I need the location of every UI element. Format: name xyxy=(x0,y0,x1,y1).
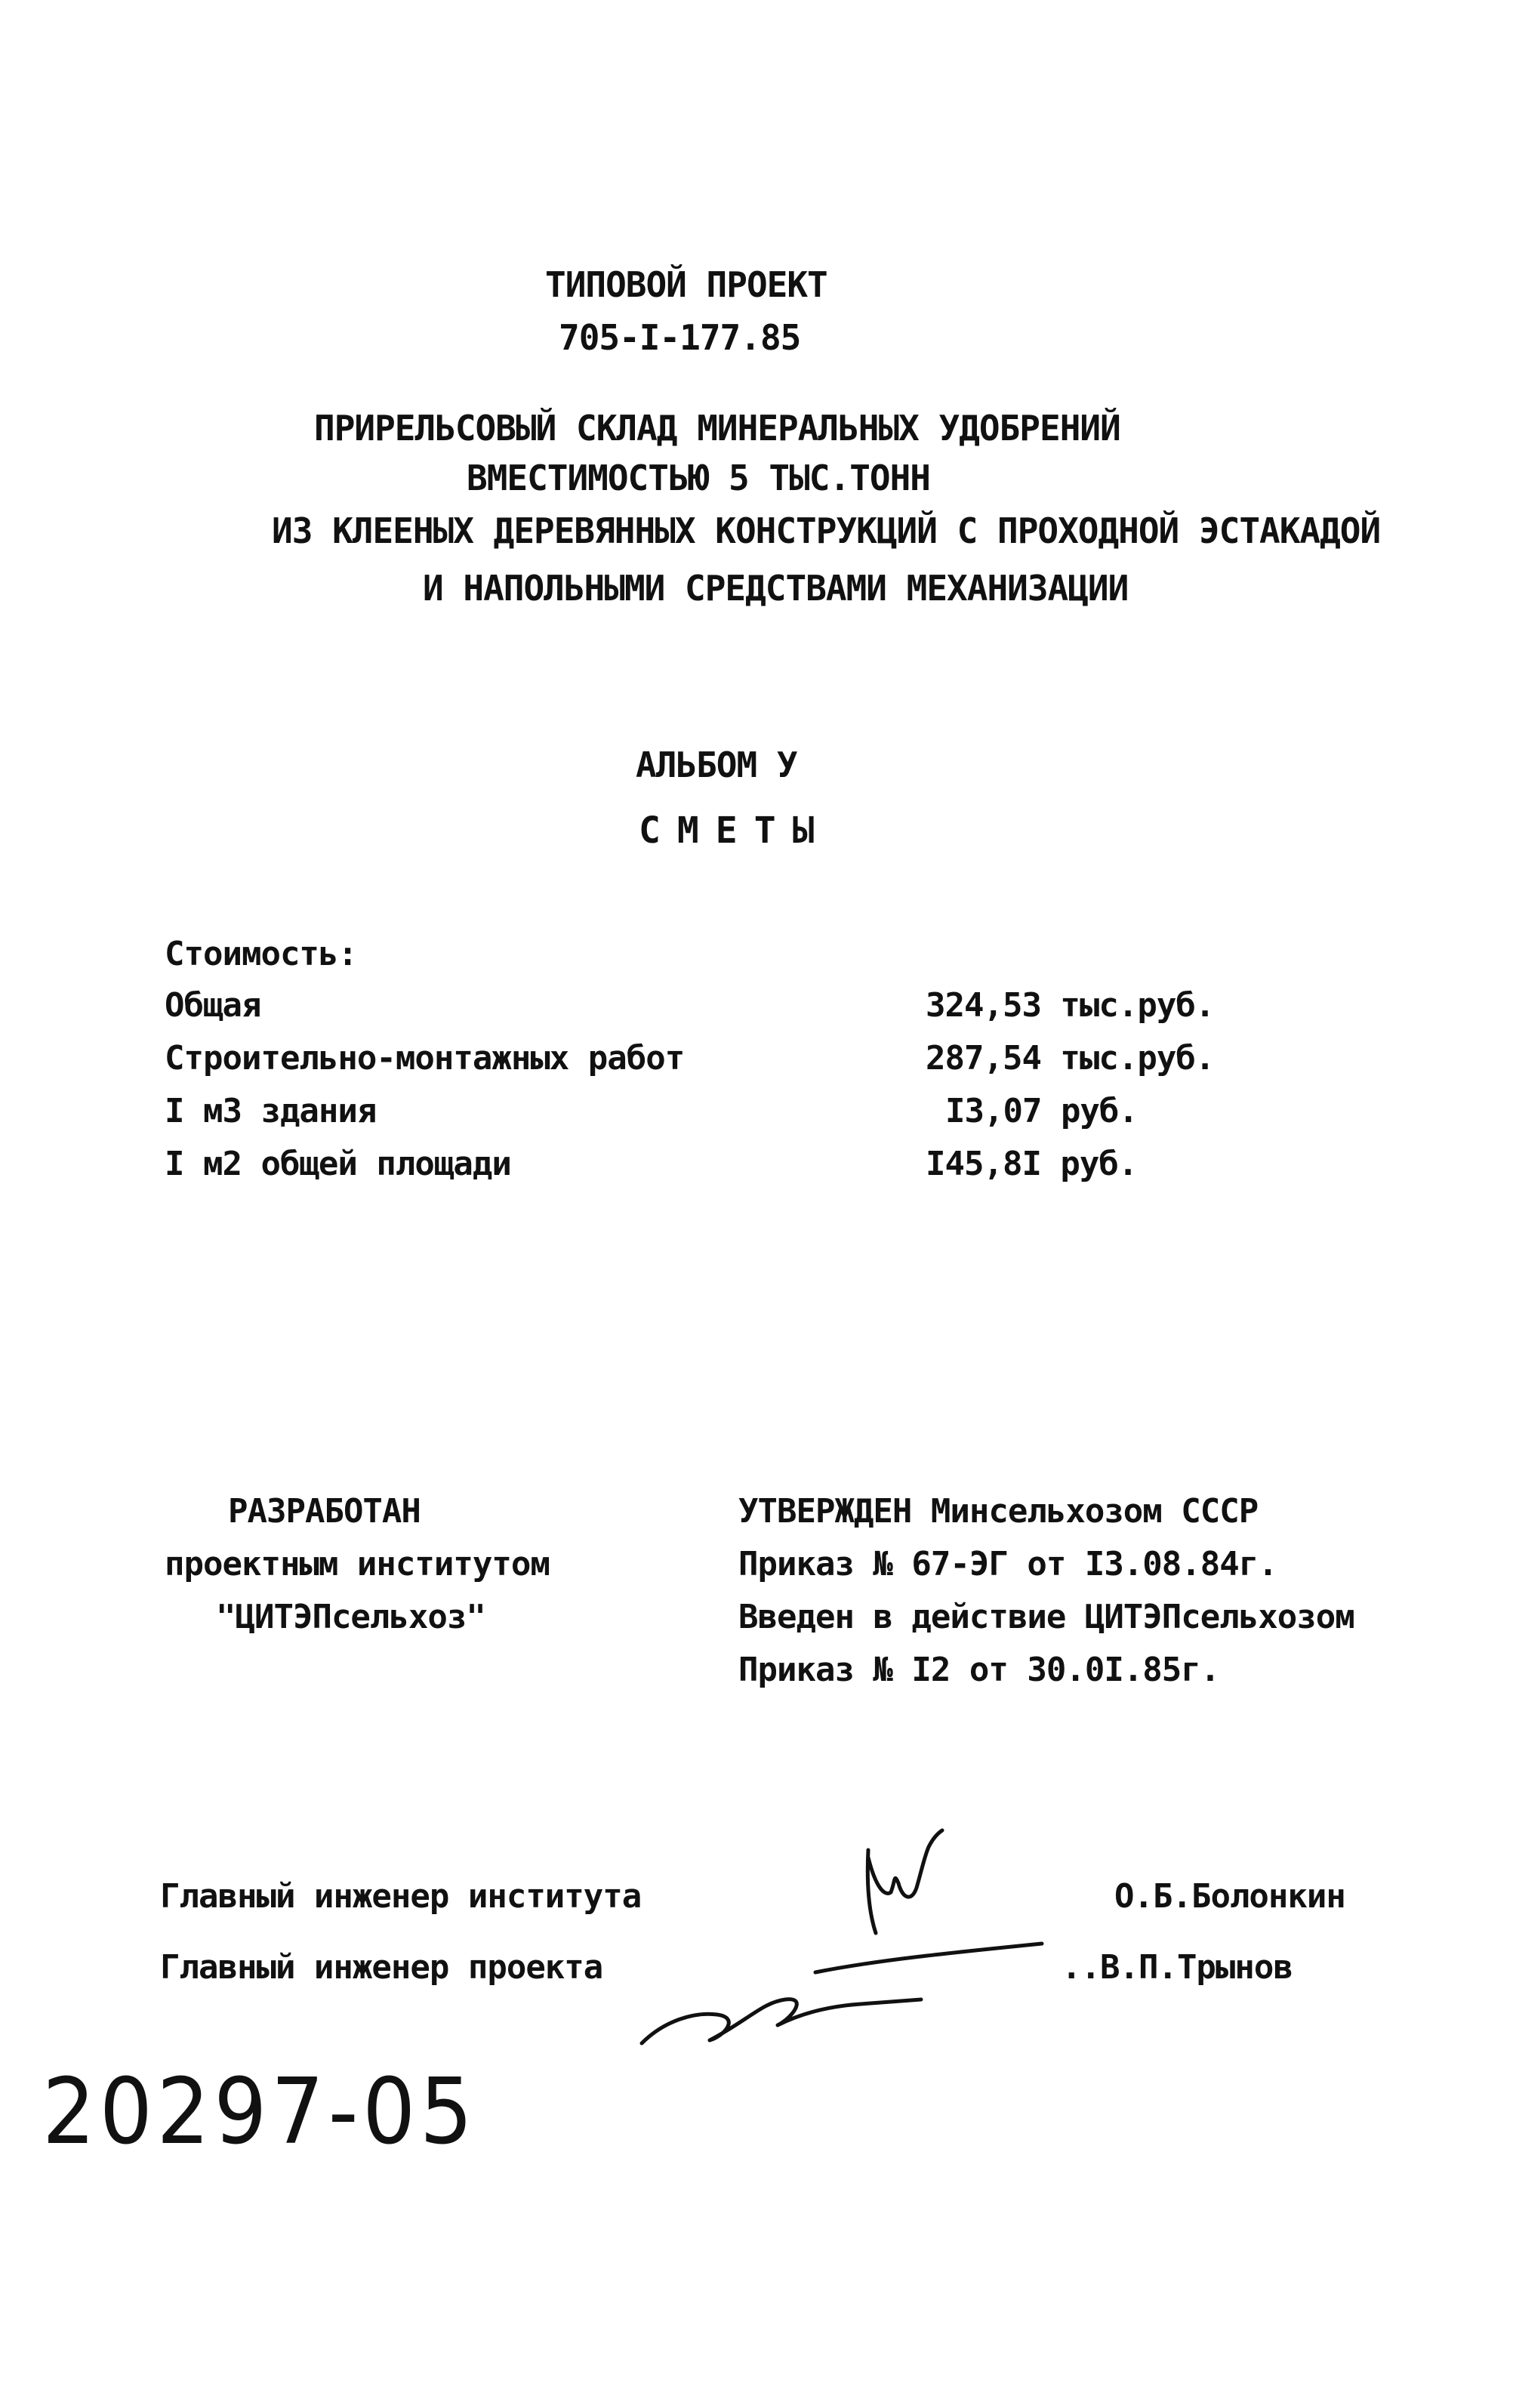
title-line-2: ВМЕСТИМОСТЬЮ 5 ТЫС.ТОНН xyxy=(467,458,930,498)
cost-label-per-m3: I м3 здания xyxy=(165,1092,377,1130)
cost-label-total: Общая xyxy=(165,986,261,1025)
signature-role-2: Главный инженер проекта xyxy=(160,1948,603,1987)
developed-heading: РАЗРАБОТАН xyxy=(228,1492,421,1531)
title-line-1: ПРИРЕЛЬСОВЫЙ СКЛАД МИНЕРАЛЬНЫХ УДОБРЕНИЙ xyxy=(314,408,1120,449)
developed-line-2: "ЦИТЭПсельхоз" xyxy=(216,1598,485,1636)
approved-line-2: Приказ № 67-ЭГ от I3.08.84г. xyxy=(738,1545,1277,1583)
cost-value-per-m2: I45,8I руб. xyxy=(926,1145,1138,1183)
cost-label-per-m2: I м2 общей площади xyxy=(165,1145,511,1183)
cost-label-construction: Строительно-монтажных работ xyxy=(165,1039,685,1078)
album-label: АЛЬБОМ У xyxy=(636,745,797,785)
signature-handwritten-2 xyxy=(634,1930,1057,2058)
developed-line-1: проектным институтом xyxy=(165,1545,550,1583)
signature-name-2: ..В.П.Трынов xyxy=(1062,1948,1293,1987)
cost-value-construction: 287,54 тыс.руб. xyxy=(926,1039,1215,1078)
title-line-3: ИЗ КЛЕЕНЫХ ДЕРЕВЯННЫХ КОНСТРУКЦИЙ С ПРОХОДНОЙ ЭСТАКАДОЙ xyxy=(272,510,1381,551)
cost-value-per-m3: I3,07 руб. xyxy=(945,1092,1138,1130)
approved-line-4: Приказ № I2 от 30.0I.85г. xyxy=(738,1651,1220,1689)
cost-heading: Стоимость: xyxy=(165,935,357,973)
project-code: 705-I-177.85 xyxy=(559,317,801,358)
archive-stamp-number: 20297-05 xyxy=(42,2060,477,2165)
album-subtitle: СМЕТЫ xyxy=(639,809,831,852)
signature-name-1: О.Б.Болонкин xyxy=(1114,1877,1345,1916)
project-type-label: ТИПОВОЙ ПРОЕКТ xyxy=(545,264,827,305)
cost-value-total: 324,53 тыс.руб. xyxy=(926,986,1215,1025)
title-line-4: И НАПОЛЬНЫМИ СРЕДСТВАМИ МЕХАНИЗАЦИИ xyxy=(423,568,1129,609)
approved-line-3: Введен в действие ЦИТЭПсельхозом xyxy=(738,1598,1354,1636)
signature-role-1: Главный инженер института xyxy=(160,1877,642,1916)
approved-line-1: УТВЕРЖДЕН Минсельхозом СССР xyxy=(738,1492,1259,1531)
